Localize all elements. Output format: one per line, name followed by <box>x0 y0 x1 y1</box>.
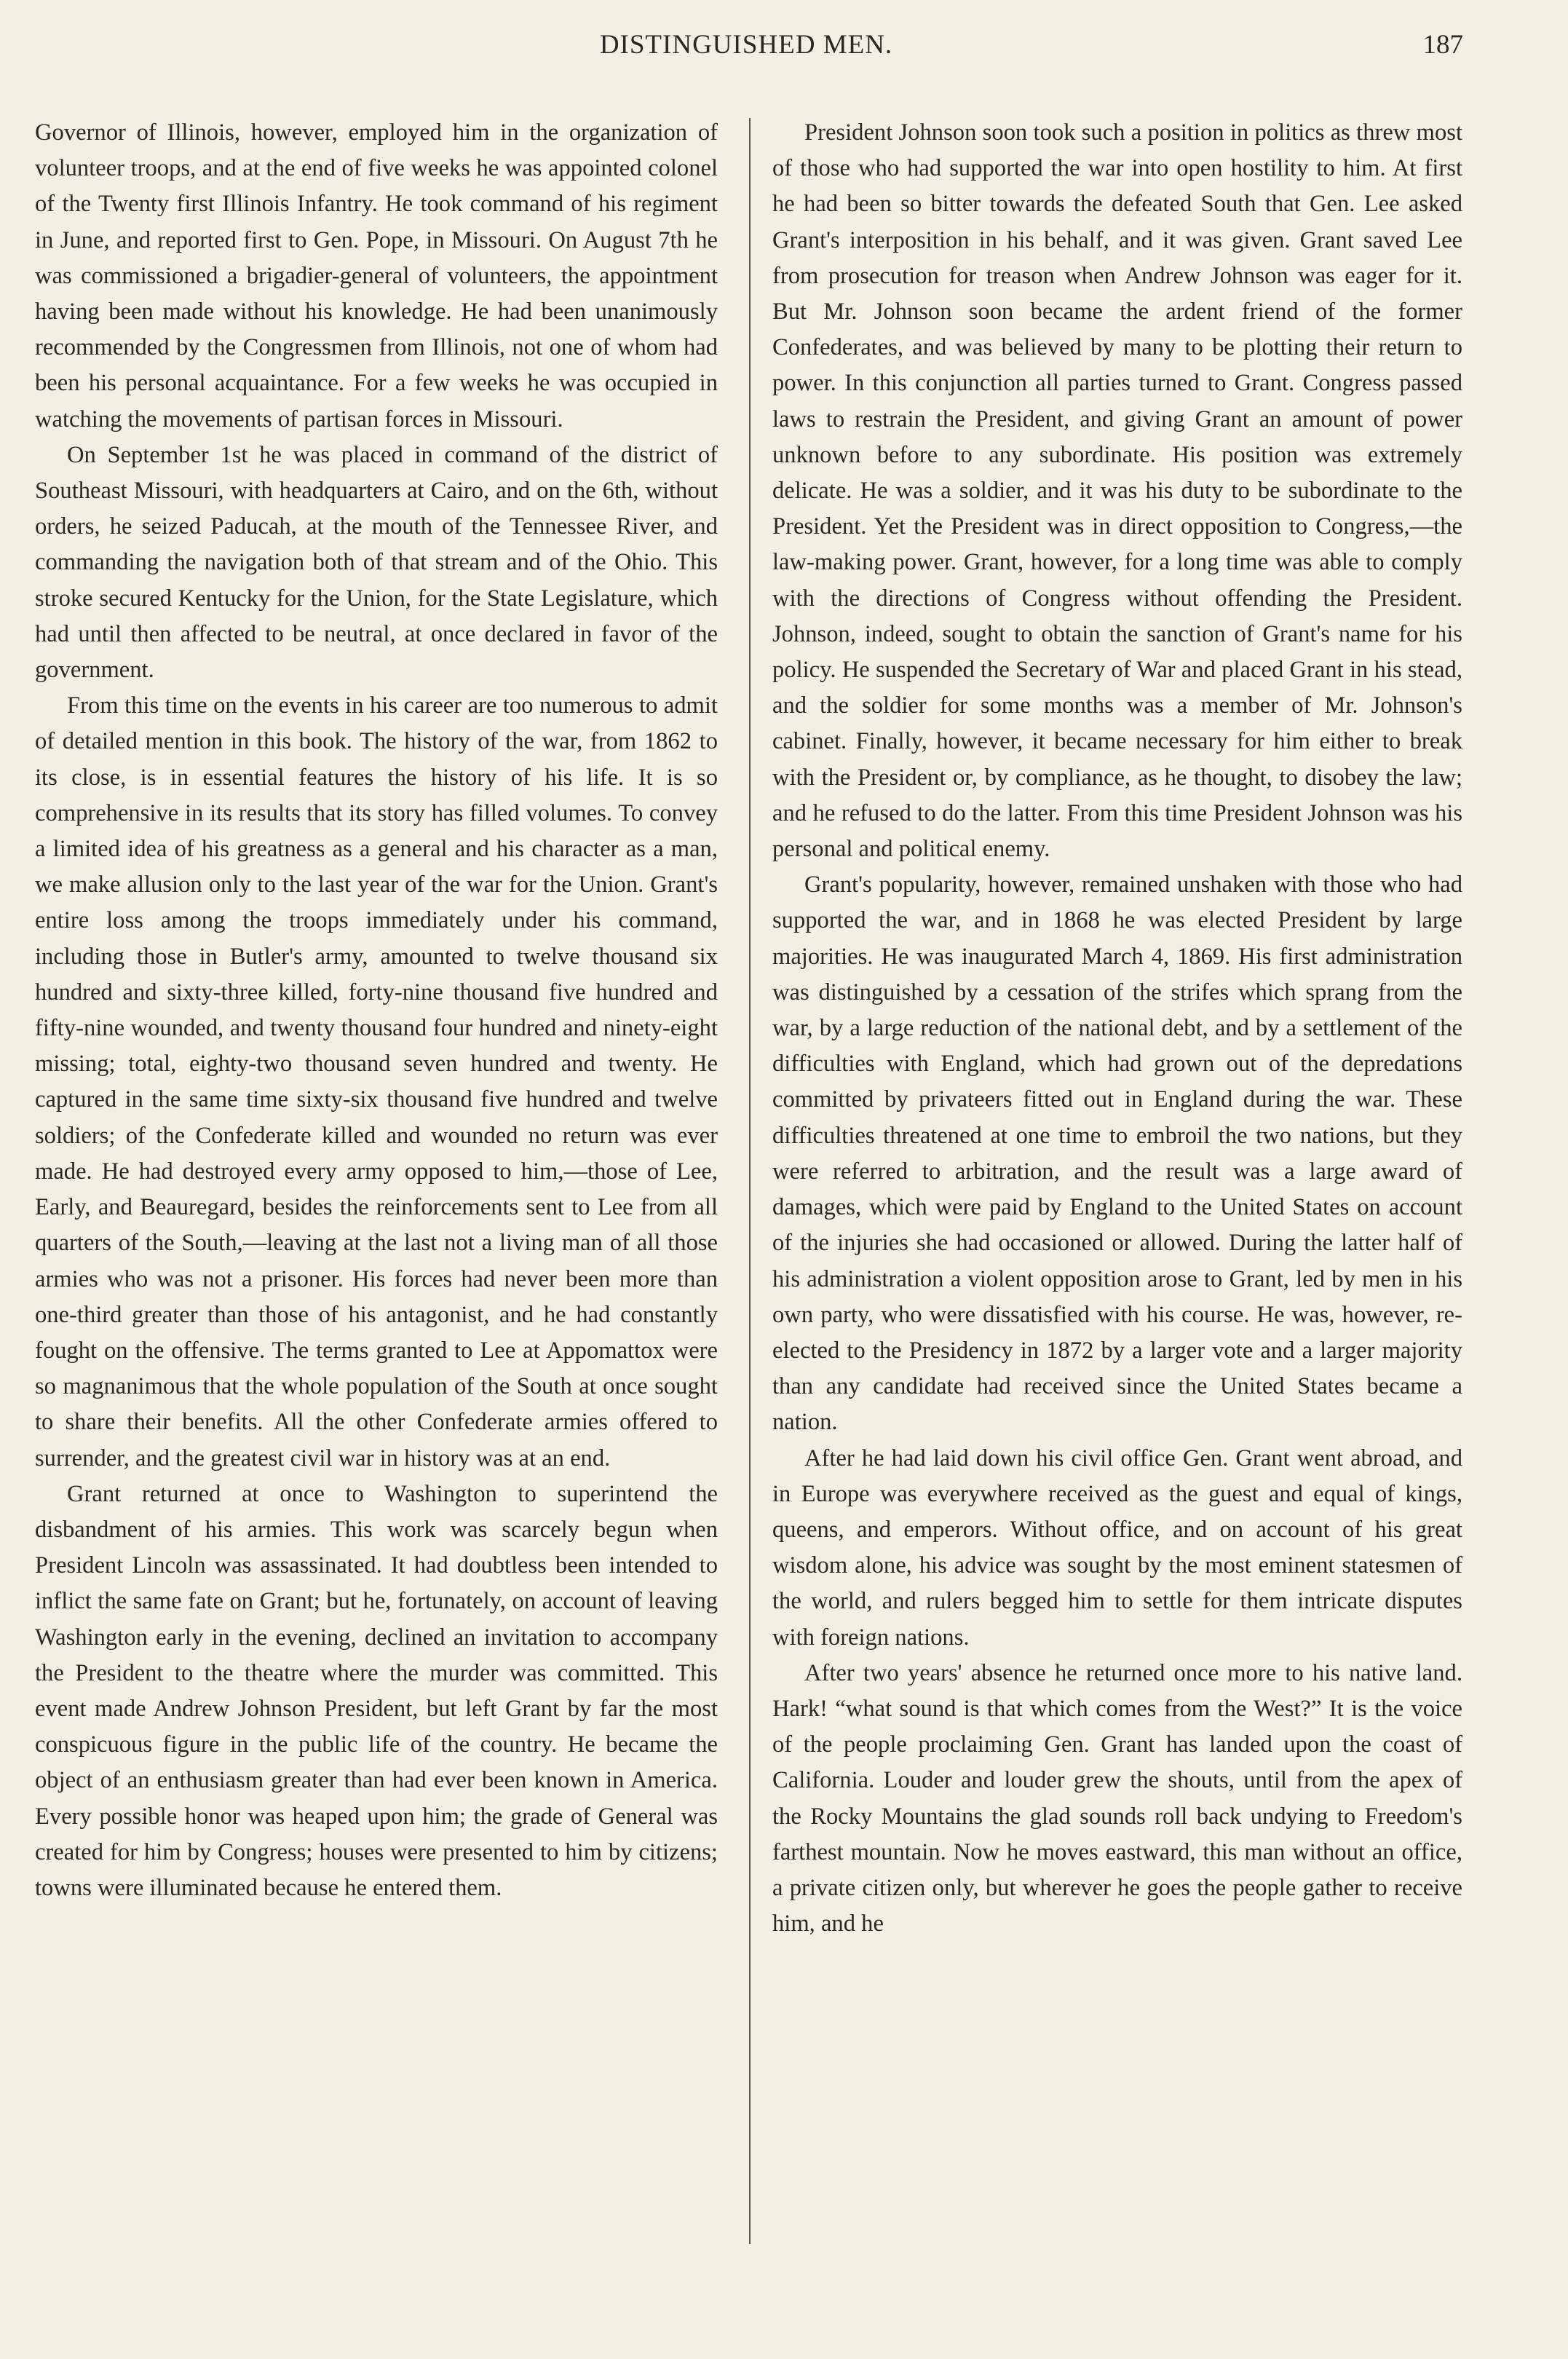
running-header <box>29 29 1463 73</box>
right-column <box>772 115 1462 1942</box>
running-title: DISTINGUISHED MEN. <box>599 30 893 60</box>
paragraph: After two years' absence he returned once more to his native land. Hark! “what sound is that which comes from the West?” It is the voice of the people proclaiming Gen. Grant has landed upon the coast of California. Louder and louder grew the shouts, until from the apex of the Rocky Mountains the glad sounds roll back undying to Freedom's farthest mountain. Now he moves eastward, this man without an office, a private citizen only, but wherever he goes the people gather to receive him, and he <box>772 1659 1462 1937</box>
column-divider <box>749 118 751 2244</box>
paragraph: After he had laid down his civil office Gen. Grant went abroad, and in Europe was everywhere received as the guest and equal of kings, queens, and emperors. Without office, and on account of his great wisdom alone, his advice was sought by the most eminent statesmen of the world, and rulers begged him to settle for them intricate disputes with foreign nations. <box>772 1445 1462 1651</box>
paragraph: On September 1st he was placed in command of the district of Southeast Missouri, with headquarters at Cairo, and on the 6th, without orders, he seized Paducah, at the mouth of the Tennessee River, and commanding the navigation both of that stream and of the Ohio. This stroke secured Kentucky for the Union, for the State Legislature, which had until then affected to be neutral, at once declared in favor of the government. <box>35 441 718 684</box>
paragraph: Grant returned at once to Washington to superintend the disbandment of his armies. This work was scarcely begun when President Lincoln was assassinated. It had doubtless been intended to inflict the same fate on Grant; but he, fortunately, on account of leaving Washington early in the evening, declined an invitation to accompany the President to the theatre where the murder was committed. This event made Andrew Johnson President, but left Grant by far the most conspicuous figure in the public life of the country. He became the object of an enthusiasm greater than had ever been known in America. Every possible honor was heaped upon him; the grade of General was created for him by Congress; houses were presented to him by citizens; towns were illuminated because he entered them. <box>35 1480 718 1901</box>
paragraph: From this time on the events in his career are too numerous to admit of detailed mention in this book. The history of the war, from 1862 to its close, is in essential features the history of his life. It is so comprehensive in its results that its story has filled volumes. To convey a limited idea of his greatness as a general and his character as a man, we make allusion only to the last year of the war for the Union. Grant's entire loss among the troops immediately under his command, including those in Butler's army, amounted to twelve thousand six hundred and sixty-three killed, forty-nine thousand five hundred and fifty-nine wounded, and twenty thousand four hundred and ninety-eight missing; total, eighty-two thousand seven hundred and twenty. He captured in the same time sixty-six thousand five hundred and twelve soldiers; of the Confederate killed and wounded no return was ever made. He had destroyed every army opposed to him,—those of Lee, Early, and Beauregard, besides the reinforcements sent to Lee from all quarters of the South,—leaving at the last not a living man of all those armies who was not a prisoner. His forces had never been more than one-third greater than those of his antagonist, and he had constantly fought on the offensive. The terms granted to Lee at Appomattox were so magnanimous that the whole population of the South at once sought to share their benefits. All the other Confederate armies offered to surrender, and the greatest civil war in history was at an end. <box>35 692 718 1471</box>
paragraph: Governor of Illinois, however, employed him in the organization of volunteer troops, and at the end of five weeks he was appointed colonel of the Twenty first Illinois Infantry. He took command of his regiment in June, and reported first to Gen. Pope, in Missouri. On August 7th he was commissioned a brigadier-general of volunteers, the appointment having been made without his knowledge. He had been unanimously recommended by the Congressmen from Illinois, not one of whom had been his personal acquaintance. For a few weeks he was occupied in watching the movements of partisan forces in Missouri. <box>35 119 718 432</box>
left-column <box>35 115 718 1906</box>
paragraph: President Johnson soon took such a position in politics as threw most of those who had supported the war into open hostility to him. At first he had been so bitter towards the defeated South that Gen. Lee asked Grant's interposition in his behalf, and it was given. Grant saved Lee from prosecution for treason when Andrew Johnson was eager for it. But Mr. Johnson soon became the ardent friend of the former Confederates, and was believed by many to be plotting their return to power. In this conjunction all parties turned to Grant. Congress passed laws to restrain the President, and giving Grant an amount of power unknown before to any subordinate. His position was extremely delicate. He was a soldier, and it was his duty to be subordinate to the President. Yet the President was in direct opposition to Congress,—the law-making power. Grant, however, for a long time was able to comply with the directions of Congress without offending the President. Johnson, indeed, sought to obtain the sanction of Grant's name for his policy. He suspended the Secretary of War and placed Grant in his stead, and the soldier for some months was a member of Mr. Johnson's cabinet. Finally, however, it became necessary for him either to break with the President or, by compliance, as he thought, to disobey the law; and he refused to do the latter. From this time President Johnson was his personal and political enemy. <box>772 119 1462 863</box>
paragraph: Grant's popularity, however, remained unshaken with those who had supported the war, and in 1868 he was elected President by large majorities. He was inaugurated March 4, 1869. His first administration was distinguished by a cessation of the strifes which sprang from the war, by a large reduction of the national debt, and by a settlement of the difficulties with England, which had grown out of the depredations committed by privateers fitted out in England during the war. These difficulties threatened at one time to embroil the two nations, but they were referred to arbitration, and the result was a large award of damages, which were paid by England to the United States on account of the injuries she had occasioned or allowed. During the latter half of his administration a violent opposition arose to Grant, led by men in his own party, who were dissatisfied with his course. He was, however, re-elected to the Presidency in 1872 by a larger vote and a larger majority than any candidate had received since the United States became a nation. <box>772 872 1462 1436</box>
page-number: 187 <box>1422 30 1463 60</box>
